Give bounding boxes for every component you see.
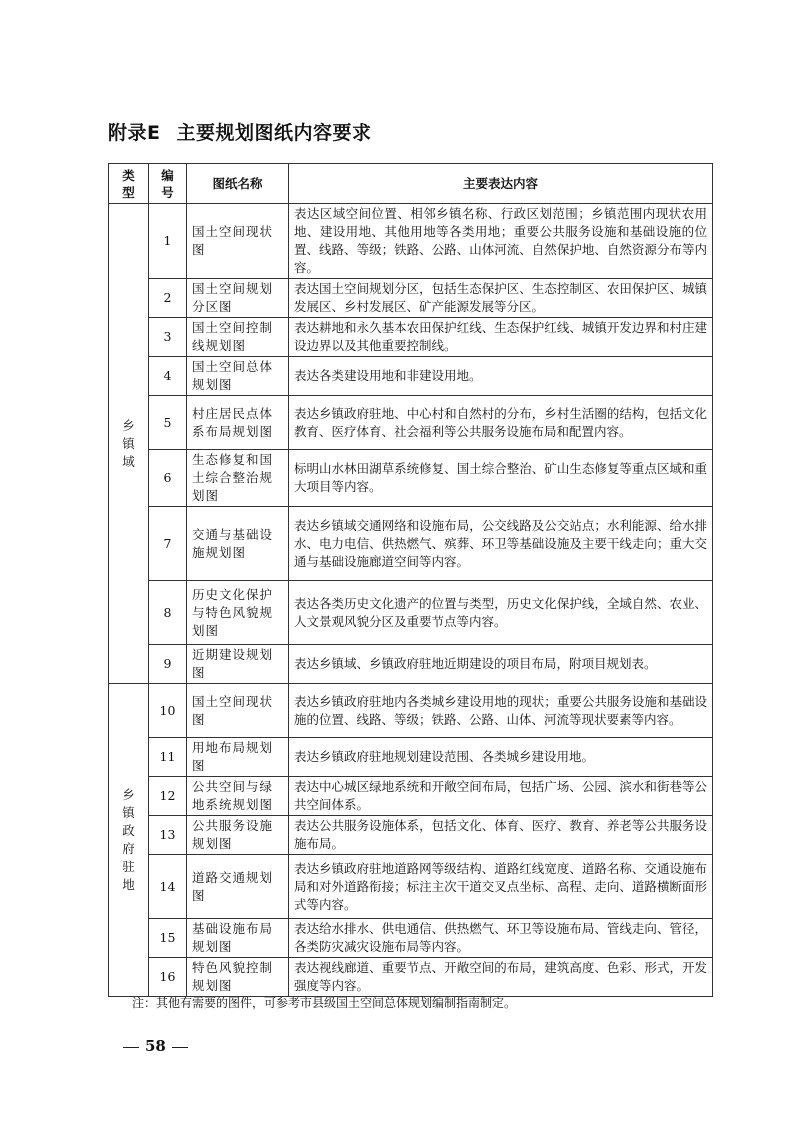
row-number: 7 — [149, 507, 187, 581]
drawing-name: 用地布局规划图 — [187, 738, 289, 777]
drawing-requirements-table — [108, 163, 713, 997]
category-label: 乡镇政府驻地 — [122, 787, 135, 892]
row-number: 16 — [149, 958, 187, 997]
page-dash-right — [172, 1047, 188, 1048]
drawing-name: 国土空间控制线规划图 — [187, 318, 289, 357]
table-row — [109, 396, 713, 450]
drawing-name: 特色风貌控制规划图 — [187, 958, 289, 997]
table-header-row — [109, 164, 713, 204]
table-row — [109, 958, 713, 997]
drawing-content: 表达视线廊道、重要节点、开敞空间的布局，建筑高度、色彩、形式，开发强度等内容。 — [289, 958, 713, 997]
drawing-content: 标明山水林田湖草系统修复、国土综合整治、矿山生态修复等重点区域和重大项目等内容。 — [289, 450, 713, 507]
drawing-content: 表达乡镇政府驻地、中心村和自然村的分布，乡村生活圈的结构，包括文化教育、医疗体育、社会福利等公共服务设施布局和配置内容。 — [289, 396, 713, 450]
table-row — [109, 919, 713, 958]
drawing-content: 表达给水排水、供电通信、供热燃气、环卫等设施布局、管线走向、管径，各类防灾减灾设施布局等内容。 — [289, 919, 713, 958]
category-label: 乡镇域 — [122, 417, 135, 469]
row-number: 4 — [149, 357, 187, 396]
drawing-name: 近期建设规划图 — [187, 645, 289, 684]
drawing-name: 村庄居民点体系布局规划图 — [187, 396, 289, 450]
row-number: 11 — [149, 738, 187, 777]
row-number: 2 — [149, 279, 187, 318]
drawing-content: 表达耕地和永久基本农田保护红线、生态保护红线、城镇开发边界和村庄建设边界以及其他重要控制线。 — [289, 318, 713, 357]
row-number: 6 — [149, 450, 187, 507]
table-row — [109, 507, 713, 581]
category-cell — [109, 684, 149, 997]
drawing-content: 表达乡镇政府驻地内各类城乡建设用地的现状；重要公共服务设施和基础设施的位置、线路、等级；铁路、公路、山体、河流等现状要素等内容。 — [289, 684, 713, 738]
table-row — [109, 855, 713, 919]
table-row — [109, 777, 713, 816]
drawing-name: 国土空间现状图 — [187, 684, 289, 738]
header-number: 编号 — [149, 164, 187, 204]
row-number: 13 — [149, 816, 187, 855]
page-number — [123, 1037, 188, 1055]
table-row — [109, 581, 713, 645]
appendix-title — [108, 118, 372, 145]
row-number: 8 — [149, 581, 187, 645]
drawing-name: 基础设施布局规划图 — [187, 919, 289, 958]
drawing-content: 表达乡镇域交通网络和设施布局，公交线路及公交站点；水利能源、给水排水、电力电信、供热燃气、殡葬、环卫等基础设施及主要干线走向；重大交通与基础设施廊道空间等内容。 — [289, 507, 713, 581]
table-row — [109, 645, 713, 684]
drawing-name: 公共服务设施规划图 — [187, 816, 289, 855]
table-row — [109, 357, 713, 396]
table-row — [109, 816, 713, 855]
drawing-content: 表达乡镇政府驻地规划建设范围、各类城乡建设用地。 — [289, 738, 713, 777]
drawing-name: 国土空间规划分区图 — [187, 279, 289, 318]
drawing-name: 国土空间现状图 — [187, 204, 289, 279]
row-number: 12 — [149, 777, 187, 816]
header-type: 类型 — [109, 164, 149, 204]
drawing-name: 道路交通规划图 — [187, 855, 289, 919]
appendix-heading: 主要规划图纸内容要求 — [176, 122, 372, 144]
table-row — [109, 204, 713, 279]
header-main-content: 主要表达内容 — [289, 164, 713, 204]
drawing-content: 表达乡镇域、乡镇政府驻地近期建设的项目布局，附项目规划表。 — [289, 645, 713, 684]
drawing-content: 表达各类历史文化遗产的位置与类型，历史文化保护线，全域自然、农业、人文景观风貌分区及重要节点等内容。 — [289, 581, 713, 645]
table-row — [109, 738, 713, 777]
drawing-name: 生态修复和国土综合整治规划图 — [187, 450, 289, 507]
row-number: 14 — [149, 855, 187, 919]
drawing-content: 表达乡镇政府驻地道路网等级结构、道路红线宽度、道路名称、交通设施布局和对外道路衔接；标注主次干道交叉点坐标、高程、走向、道路横断面形式等内容。 — [289, 855, 713, 919]
row-number: 5 — [149, 396, 187, 450]
row-number: 9 — [149, 645, 187, 684]
drawing-content: 表达公共服务设施体系，包括文化、体育、医疗、教育、养老等公共服务设施布局。 — [289, 816, 713, 855]
appendix-label: 附录E — [108, 122, 161, 144]
category-cell — [109, 204, 149, 684]
table-note: 注：其他有需要的图件，可参考市县级国土空间总体规划编制指南制定。 — [132, 996, 517, 1010]
table-row — [109, 450, 713, 507]
table-row — [109, 684, 713, 738]
page-dash-left — [123, 1047, 139, 1048]
row-number: 3 — [149, 318, 187, 357]
drawing-name: 交通与基础设施规划图 — [187, 507, 289, 581]
header-drawing-name: 图纸名称 — [187, 164, 289, 204]
drawing-content: 表达国土空间规划分区，包括生态保护区、生态控制区、农田保护区、城镇发展区、乡村发展区、矿产能源发展等分区。 — [289, 279, 713, 318]
row-number: 1 — [149, 204, 187, 279]
drawing-content: 表达中心城区绿地系统和开敞空间布局，包括广场、公园、滨水和街巷等公共空间体系。 — [289, 777, 713, 816]
drawing-name: 历史文化保护与特色风貌规划图 — [187, 581, 289, 645]
drawing-content: 表达区域空间位置、相邻乡镇名称、行政区划范围；乡镇范围内现状农用地、建设用地、其他用地等各类用地；重要公共服务设施和基础设施的位置、线路、等级；铁路、公路、山体河流、自然保护地、自然资源分布等内容。 — [289, 204, 713, 279]
row-number: 10 — [149, 684, 187, 738]
table-row — [109, 279, 713, 318]
drawing-name: 公共空间与绿地系统规划图 — [187, 777, 289, 816]
table-row — [109, 318, 713, 357]
drawing-content: 表达各类建设用地和非建设用地。 — [289, 357, 713, 396]
page-number-value: 58 — [145, 1037, 166, 1055]
drawing-name: 国土空间总体规划图 — [187, 357, 289, 396]
row-number: 15 — [149, 919, 187, 958]
